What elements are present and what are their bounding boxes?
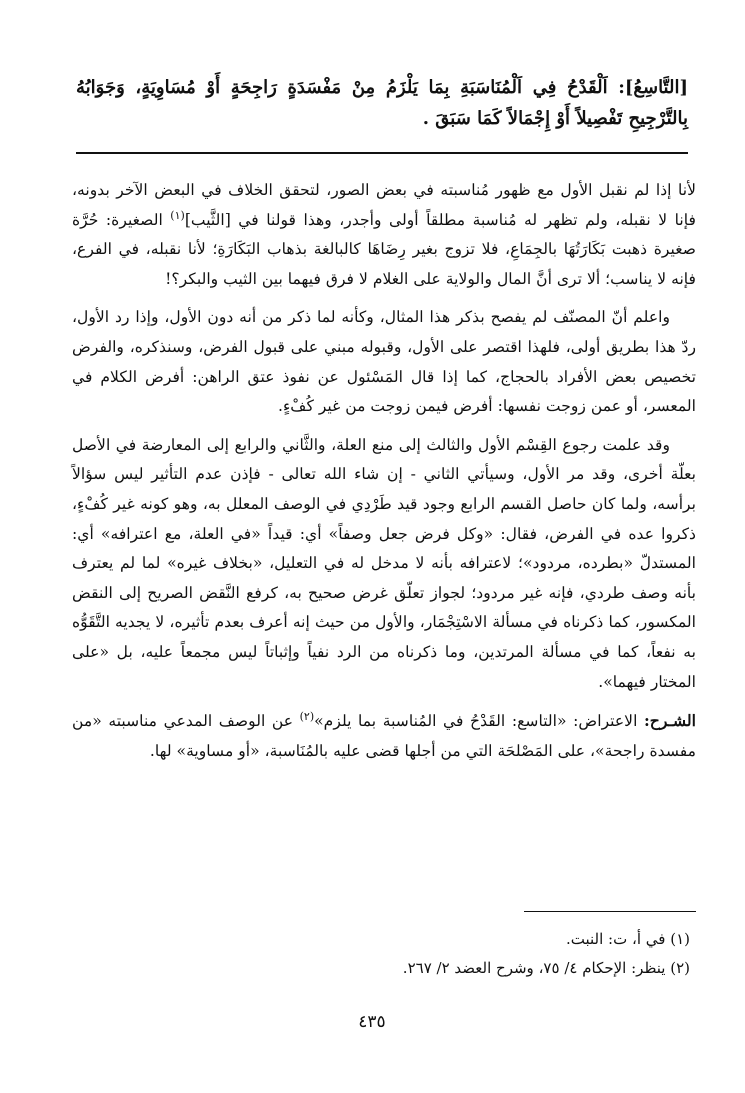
paragraph-4-part-a: الاعتراض: «التاسع: القَدْحُ في المُناسبة بما يلزم» (314, 712, 644, 731)
footnote-ref-2[interactable]: (٢) (299, 709, 315, 723)
paragraph-1 (72, 176, 696, 294)
paragraph-2: واعلم أنّ المصنّف لم يفصح بذكر هذا المثال، وكأنه لما ذكر من أنه دون الأول، وإذا رد الأول، ردّ هذا بطريق أولى، فلهذا اقتصر على الأول، وقبوله مبني على قبول الفرض، وسنذكره، والفرض تخصيص بعض الأفراد بالحجاج، كما إذا قال المَسْئول عن نفوذ عتق الراهن: أفرض الكلام في المعسر، أو عمن زوجت نفسها: أفرض فيمن زوجت من غير كُفْءٍ. (72, 308, 696, 416)
footnote-2: (٢) ينظر: الإحكام ٤/ ٧٥، وشرح العضد ٢/ ٢٦٧. (402, 959, 690, 977)
page-number: ٤٣٥ (358, 1012, 386, 1032)
footnote-ref-1[interactable]: (١) (170, 208, 185, 222)
footnote-divider (524, 911, 696, 912)
footnote-1: (١) في أ، ت: النبت. (566, 930, 690, 948)
header-divider (76, 152, 688, 154)
footnotes (72, 925, 696, 983)
header-matn (76, 72, 688, 134)
body-text (72, 176, 696, 775)
paragraph-1-part-b: الصغيرة: حُرَّة صغيرة ذهبت بَكَارَتُهَا بالجِمَاعِ، فلا تزوج بغير رِضَاهَا كالبالغة بذهاب البَكَارَةِ؛ لأنا نقبله، في الفرع، فإنه لا يناسب؛ ألا ترى أنَّ المال والولاية على الغلام لا فرق فيهما بين الثيب والبكر؟! (72, 210, 696, 288)
paragraph-1-part-a: لأنا إذا لم نقبل الأول مع ظهور مُناسبته في بعض الصور، لتحقق الخلاف في البعض الآخر بدونه، فإنا لا نقبله، ولم تظهر له مُناسبة مطلقاً أولى وأجدر، وهذا قولنا في [الثَّيب] (72, 181, 696, 229)
header-text: [التَّاسِعُ]: اَلْقَدْحُ فِي اَلْمُنَاسَبَةِ بِمَا يَلْزَمُ مِنْ مَفْسَدَةٍ رَاجِحَةٍ أَوْ مُسَاوِيَةٍ، وَجَوَابُهُ بِالتَّرْجِيحِ تَفْصِيلاً أَوْ إِجْمَالاً كَمَا سَبَقَ . (76, 77, 688, 129)
paragraph-3: وقد علمت رجوع القِسْم الأول والثالث إلى منع العلة، والثَّاني والرابع إلى المعارضة في الأصل بعلّة أخرى، وقد مر الأول، وسيأتي الثاني - إن شاء الله تعالى - فإذن عدم التأثير ليس سؤالاً برأسه، ولما كان حاصل القسم الرابع وجود قيد طَرْدِي في الوصف المعلل به، وهو كونه غير كُفْءٍ، ذكروا عده في الفرض، فقال: «وكل فرض جعل وصفاً» أي: قيداً «في العلة، مع اعترافه» أي: المستدلّ «بطرده، مردود»؛ لاعترافه بأنه لا مدخل له في التعليل، «بخلاف غيره» لما لم يعترف بأنه وصف طردي، فإنه غير مردود؛ لجواز تعلّق غرض صحيح به، كرفع النَّقض الصريح إلى النقض المكسور، كما ذكرناه في مسألة الاسْتِجْمَار، والأول من حيث إنه أعرف بعدم تأثيره، لا يجديه التَّقَوُّه به نفعاً، كما في مسألة المرتدين، وما ذكرناه من الرد نفياً وإثباتاً ليس مجمعاً عليه، بل «على المختار فيهما». (72, 435, 696, 691)
paragraph-4 (72, 706, 696, 766)
paragraph-4-part-b: عن الوصف المدعي مناسبته «من مفسدة راجحة»، على المَصْلحَة التي من أجلها قضى عليه بالمُنَاسبة، «أو مساوية» لها. (72, 712, 696, 760)
sharh-label: الشـرح: (644, 711, 696, 731)
